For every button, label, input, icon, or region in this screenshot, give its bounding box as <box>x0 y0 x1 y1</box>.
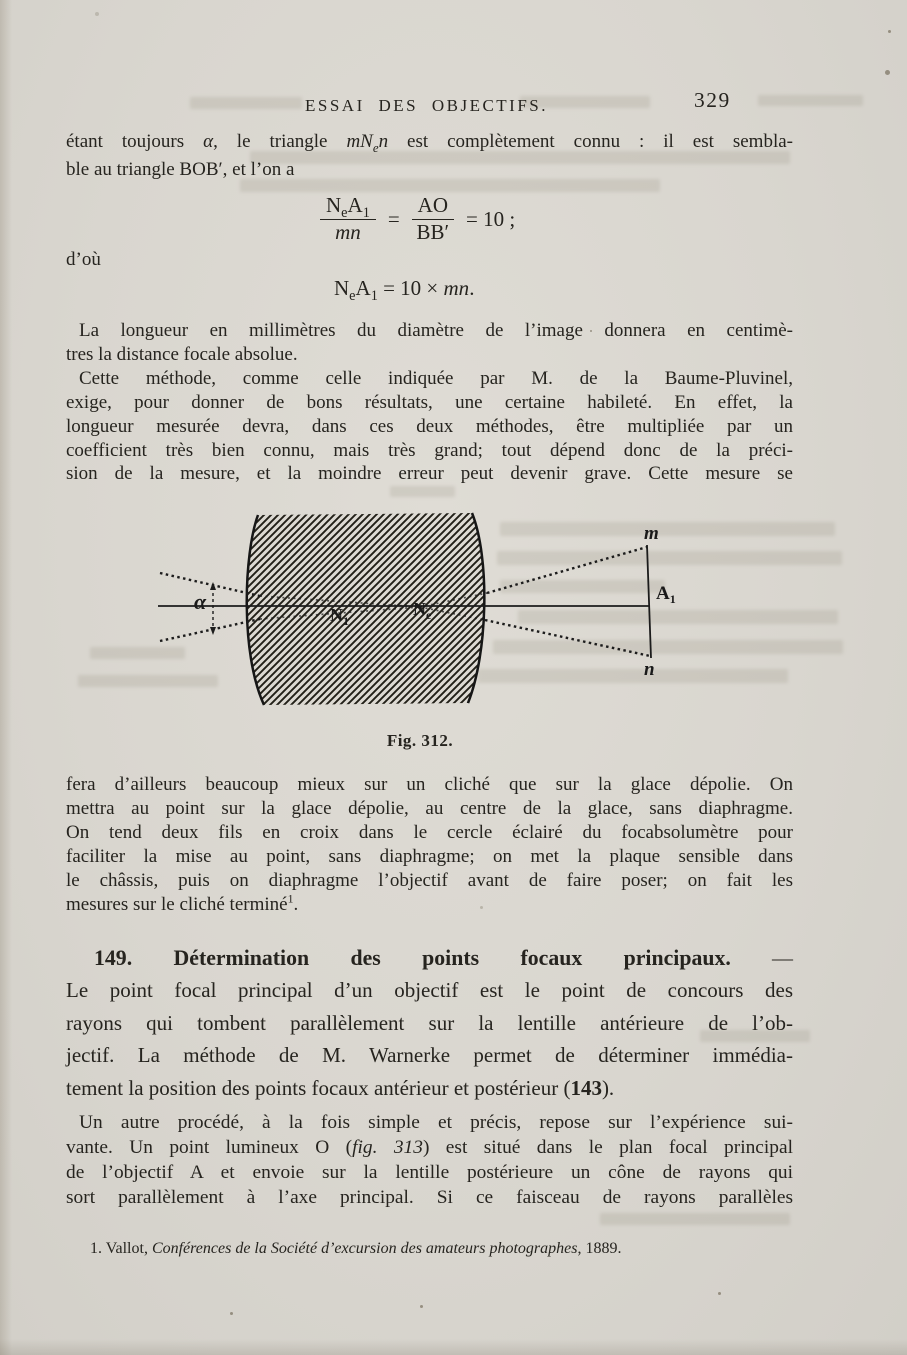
text-line: sort parallèlement à l’axe principal. Si ce faisceau de rayons parallèles <box>66 1187 793 1208</box>
text-line: fera d’ailleurs beaucoup mieux sur un cliché que sur la glace dépolie. On <box>66 774 793 795</box>
alpha-symbol: α <box>203 131 214 152</box>
text-line: La longueur en millimètres du diamètre de l’image donnera en centimè- <box>79 320 793 341</box>
display-formula <box>320 194 515 244</box>
paper-speck <box>420 1305 423 1308</box>
fraction <box>412 194 454 244</box>
text-line: exige, pour donner de bons résultats, une certaine habileté. En effet, la <box>66 391 793 413</box>
text-line <box>66 1072 793 1104</box>
em-dash: — <box>730 946 793 970</box>
incident-ray-upper <box>160 573 260 596</box>
lens-body <box>247 513 485 705</box>
emergent-ray-lower <box>485 620 650 656</box>
text-line: le châssis, puis on diaphragme l’objectif avant de faire poser; on fait les <box>66 870 793 891</box>
text-run: mesures sur le cliché terminé <box>66 894 288 915</box>
connector-word: d’où <box>66 249 101 270</box>
text-line: Un autre procédé, à la fois simple et précis, repose sur l’expérience sui- <box>79 1112 793 1133</box>
text-line: sion de la mesure, et la moindre erreur peut devenir grave. Cette mesure se <box>66 463 793 485</box>
label-m: m <box>644 523 659 544</box>
denominator: BB′ <box>416 219 450 244</box>
figure-reference: fig. 313 <box>352 1137 423 1158</box>
bleedthrough-ghost <box>390 486 455 497</box>
text-line: mettra au point sur la glace dépolie, au centre de la glace, sans diaphragme. <box>66 798 793 819</box>
footnote <box>66 1240 817 1258</box>
text-run: est complètement connu : il est sembla- <box>388 131 793 152</box>
text-run: , le triangle <box>213 131 347 152</box>
fraction <box>320 194 376 244</box>
footnote-marker: 1 <box>287 892 294 906</box>
arrowhead-up <box>210 582 216 590</box>
text-line: jectif. La méthode de M. Warnerke permet de déterminer immédia- <box>66 1043 793 1068</box>
text-run: étant toujours <box>66 131 204 152</box>
figure-caption: Fig. 312. <box>386 731 454 750</box>
paragraph <box>66 773 793 917</box>
footnote-work-title: Conférences de la Société d’excursion des amateurs photographes <box>151 1240 578 1257</box>
text-line: Le point focal principal d’un objectif est le point de concours des <box>66 978 793 1003</box>
bleedthrough-ghost <box>600 1213 790 1225</box>
paper-speck <box>888 30 891 33</box>
emergent-ray-upper <box>487 547 647 593</box>
label-nodal-point-e: $N_e$ <box>413 599 432 622</box>
page-number: 329 <box>694 88 731 112</box>
paper-speck <box>718 1292 721 1295</box>
paragraph <box>66 128 793 183</box>
text-line: Cette méthode, comme celle indiquée par M. de la Baume-Pluvinel, <box>79 367 793 389</box>
numerator: AO <box>412 194 454 220</box>
arrowhead-down <box>210 627 216 635</box>
bleedthrough-ghost <box>190 97 302 109</box>
text-line: rayons qui tombent parallèlement sur la lentille antérieure de l’ob- <box>66 1010 793 1035</box>
text-line: longueur mesurée devra, dans ces deux méthodes, être multipliée par un <box>66 415 793 437</box>
label-n: n <box>644 659 655 680</box>
text-line: On tend deux fils en croix dans le cercle éclairé du focabsolumètre pour <box>66 822 793 843</box>
label-alpha: α <box>194 589 207 614</box>
text-line: faciliter la mise au point, sans diaphragme; on met la plaque sensible dans <box>66 846 793 867</box>
section-paragraph <box>66 942 793 1104</box>
numerator: $N_eA_1$ <box>320 194 376 220</box>
paragraph <box>66 1110 793 1210</box>
figure-312-diagram <box>150 503 690 718</box>
text-line: ble au triangle BOB′, et l’on a <box>66 158 295 180</box>
bleedthrough-ghost <box>758 95 863 106</box>
footnote-number: 1. <box>90 1240 106 1257</box>
paper-speck <box>95 12 99 16</box>
paragraph <box>66 319 793 486</box>
paper-speck <box>230 1312 233 1315</box>
text-line <box>66 893 793 917</box>
formula-result: = 10 ; <box>466 206 516 231</box>
text-run: ) est situé dans le plan focal principal <box>422 1137 793 1158</box>
text-line: de l’objectif A et envoie sur la lentille postérieure un cône de rayons qui <box>66 1162 793 1183</box>
paper-speck <box>885 70 890 75</box>
cross-reference: 143 <box>570 1075 602 1100</box>
denominator: mn <box>335 219 361 244</box>
text-run: vante. Un point lumineux O ( <box>66 1137 353 1158</box>
footnote-year: , 1889. <box>577 1240 622 1257</box>
incident-ray-lower <box>160 619 260 641</box>
text-run: ). <box>601 1075 615 1100</box>
display-formula: $N_eA_1 = 10$ × mn. <box>334 276 475 305</box>
equals-sign: = <box>387 206 400 231</box>
text-run: tement la position des points focaux antérieur et postérieur ( <box>66 1075 571 1100</box>
section-number: 149. <box>94 946 133 970</box>
footnote-author: Vallot, <box>105 1240 152 1257</box>
section-heading-line <box>66 942 793 974</box>
section-title: Détermination des points focaux principaux. <box>132 946 731 970</box>
running-header: ESSAI DES OBJECTIFS. <box>305 96 549 115</box>
label-a1: $A_1$ <box>656 583 676 606</box>
text-run: . <box>293 894 299 915</box>
image-plane-line <box>647 545 651 658</box>
text-line: tres la distance focale absolue. <box>66 343 298 365</box>
text-line <box>66 128 793 156</box>
label-nodal-point-1: $N_1$ <box>330 605 349 628</box>
text-line <box>66 1135 793 1160</box>
math-run: $mN_en$ <box>346 131 389 155</box>
text-line: coefficient très bien connu, mais très grand; tout dépend donc de la préci- <box>66 439 793 461</box>
